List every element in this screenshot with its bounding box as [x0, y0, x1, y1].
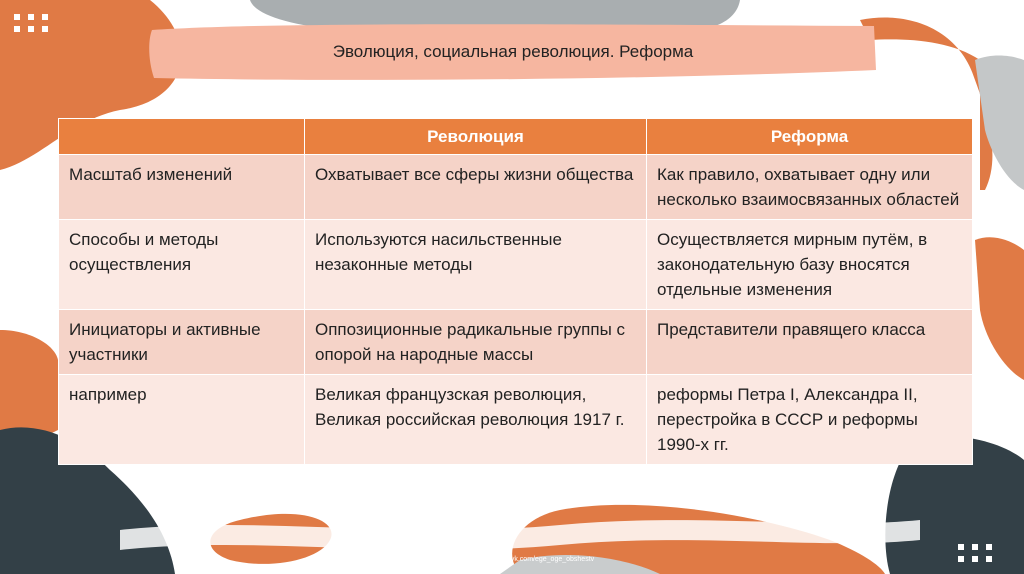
grid-dots-icon: [14, 14, 48, 32]
revolution-cell: Используются насильственные незаконные методы: [305, 220, 647, 310]
revolution-cell: Великая французская революция, Великая российская революция 1917 г.: [305, 375, 647, 465]
row-label: Способы и методы осуществления: [59, 220, 305, 310]
comparison-table: [58, 118, 973, 465]
reform-cell: реформы Петра I, Александра II, перестройка в СССР и реформы 1990-х гг.: [647, 375, 973, 465]
page-title: Эволюция, социальная революция. Реформа: [332, 42, 694, 61]
row-label: Масштаб изменений: [59, 155, 305, 220]
table-row: [59, 155, 973, 220]
footer-credit: Хамидуллин Б.И._https://vk.com/ege_oge_obshestv: [429, 556, 595, 563]
table-row: [59, 220, 973, 310]
row-label: Инициаторы и активные участники: [59, 310, 305, 375]
reform-cell: Представители правящего класса: [647, 310, 973, 375]
table-header-row: [59, 119, 973, 155]
orange-blob-right: [975, 237, 1024, 380]
header-cell-reform: Реформа: [647, 119, 973, 155]
title-banner: [148, 20, 878, 84]
table-row: [59, 375, 973, 465]
table-row: [59, 310, 973, 375]
revolution-cell: Оппозиционные радикальные группы с опорой на народные массы: [305, 310, 647, 375]
header-cell: [59, 119, 305, 155]
header-cell-revolution: Революция: [305, 119, 647, 155]
orange-blob-left: [0, 330, 58, 438]
reform-cell: Осуществляется мирным путём, в законодательную базу вносятся отдельные изменения: [647, 220, 973, 310]
reform-cell: Как правило, охватывает одну или несколько взаимосвязанных областей: [647, 155, 973, 220]
revolution-cell: Охватывает все сферы жизни общества: [305, 155, 647, 220]
row-label: например: [59, 375, 305, 465]
